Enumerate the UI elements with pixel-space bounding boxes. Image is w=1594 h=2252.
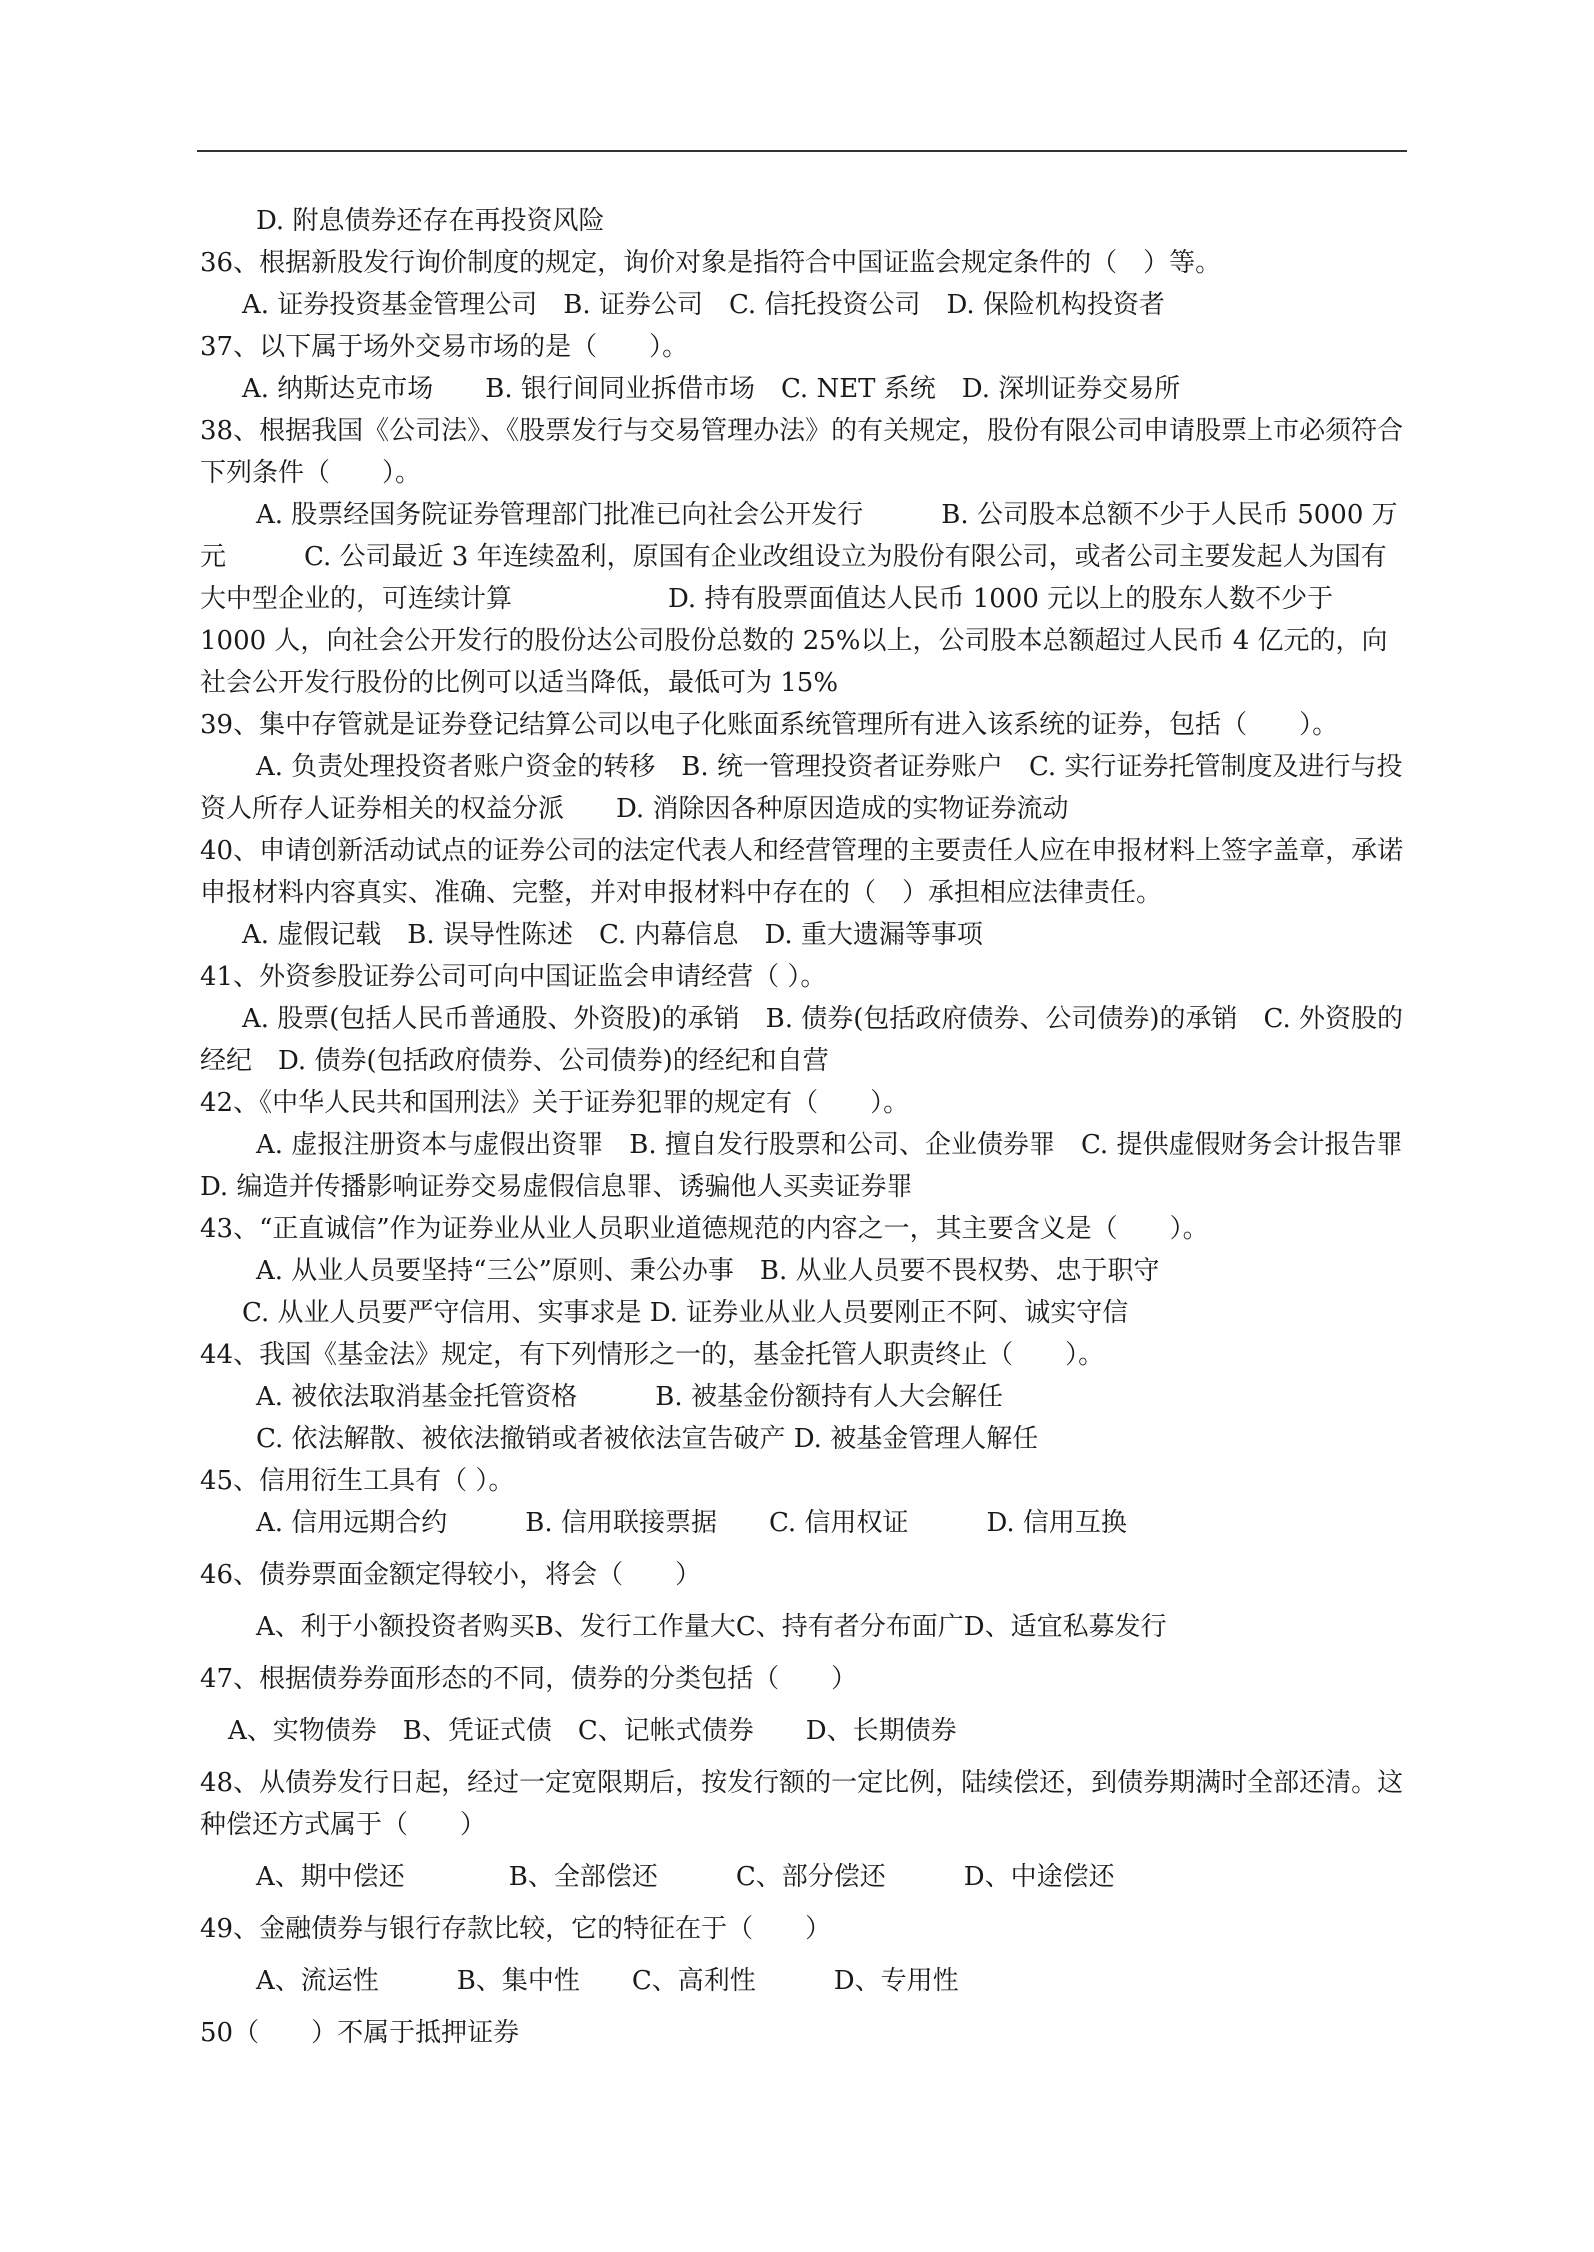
q44-options-line2: C. 依法解散、被依法撤销或者被依法宣告破产 D. 被基金管理人解任 xyxy=(256,1424,1039,1454)
q43-stem: 43、“正直诚信”作为证券业从业人员职业道德规范的内容之一，其主要含义是（ ）。 xyxy=(200,1214,1209,1244)
document-body xyxy=(200,200,1429,2054)
q39-stem: 39、集中存管就是证券登记结算公司以电子化账面系统管理所有进入该系统的证券，包括（ ）。 xyxy=(200,710,1339,740)
q42-stem: 42、《中华人民共和国刑法》关于证券犯罪的规定有（ ）。 xyxy=(200,1088,910,1118)
q37-stem: 37、以下属于场外交易市场的是（ ）。 xyxy=(200,332,689,362)
q44-stem: 44、我国《基金法》规定，有下列情形之一的，基金托管人职责终止（ ）。 xyxy=(200,1340,1105,1370)
q42-options: A. 虚报注册资本与虚假出资罪 B. 擅自发行股票和公司、企业债券罪 C. 提供虚假财务会计报告罪 D. 编造并传播影响证券交易虚假信息罪、诱骗他人买卖证券罪 xyxy=(200,1130,1429,1202)
q46-options: A、利于小额投资者购买B、发行工作量大C、持有者分布面广D、适宜私募发行 xyxy=(256,1612,1167,1642)
q47-stem: 47、根据债券券面形态的不同，债券的分类包括（ ） xyxy=(200,1664,858,1694)
q48-stem: 48、从债券发行日起，经过一定宽限期后，按发行额的一定比例，陆续偿还，到债券期满时全部还清。这种偿还方式属于（ ） xyxy=(200,1768,1404,1840)
q44-options-line1: A. 被依法取消基金托管资格 B. 被基金份额持有人大会解任 xyxy=(256,1382,1003,1412)
q49-stem: 49、金融债券与银行存款比较，它的特征在于（ ） xyxy=(200,1914,832,1944)
q41-options: A. 股票(包括人民币普通股、外资股)的承销 B. 债券(包括政府债券、公司债券)的承销 C. 外资股的经纪 D. 债券(包括政府债券、公司债券)的经纪和自营 xyxy=(200,1004,1404,1076)
q43-options-line1: A. 从业人员要坚持“三公”原则、秉公办事 B. 从业人员要不畏权势、忠于职守 xyxy=(256,1256,1160,1286)
header-rule xyxy=(197,150,1407,152)
q48-options: A、期中偿还 B、全部偿还 C、部分偿还 D、中途偿还 xyxy=(256,1862,1115,1892)
q40-stem: 40、申请创新活动试点的证券公司的法定代表人和经营管理的主要责任人应在申报材料上签字盖章，承诺申报材料内容真实、准确、完整，并对申报材料中存在的（ ）承担相应法律责任。 xyxy=(200,836,1404,908)
q45-options: A. 信用远期合约 B. 信用联接票据 C. 信用权证 D. 信用互换 xyxy=(256,1508,1127,1538)
q36-options: A. 证券投资基金管理公司 B. 证券公司 C. 信托投资公司 D. 保险机构投资者 xyxy=(242,290,1165,320)
q37-options: A. 纳斯达克市场 B. 银行间同业拆借市场 C. NET 系统 D. 深圳证券交易所 xyxy=(242,374,1181,404)
q50-stem: 50（ ）不属于抵押证券 xyxy=(200,2018,520,2048)
q38-stem: 38、根据我国《公司法》、《股票发行与交易管理办法》的有关规定，股份有限公司申请股票上市必须符合下列条件（ ）。 xyxy=(200,416,1404,488)
q47-options: A、实物债券 B、凭证式债 C、记帐式债券 D、长期债券 xyxy=(228,1716,957,1746)
q39-options: A. 负责处理投资者账户资金的转移 B. 统一管理投资者证券账户 C. 实行证券托管制度及进行与投资人所存人证券相关的权益分派 D. 消除因各种原因造成的实物证券流动 xyxy=(200,752,1403,824)
q38-options: A. 股票经国务院证券管理部门批准已向社会公开发行 B. 公司股本总额不少于人民币 5000 万元 C. 公司最近 3 年连续盈利，原国有企业改组设立为股份有限公司，或者公司主要发起人为国有大中型企业的，可连续计算 D. 持有股票面值达人民币 1000 元以上的股东人数不少于 1000 人，向社会公开发行的股份达公司股份总数的 25%以上，公司股本总额超过人民币 4 亿元的，向社会公开发行股份的比例可以适当降低，最低可为 15% xyxy=(200,500,1398,698)
q41-stem: 41、外资参股证券公司可向中国证监会申请经营（ ）。 xyxy=(200,962,827,992)
q43-options-line2: C. 从业人员要严守信用、实事求是 D. 证券业从业人员要刚正不阿、诚实守信 xyxy=(242,1298,1129,1328)
q40-options: A. 虚假记载 B. 误导性陈述 C. 内幕信息 D. 重大遗漏等事项 xyxy=(242,920,983,950)
q35-option-d: D. 附息债券还存在再投资风险 xyxy=(256,206,605,236)
q36-stem: 36、根据新股发行询价制度的规定，询价对象是指符合中国证监会规定条件的（ ）等。 xyxy=(200,248,1222,278)
q45-stem: 45、信用衍生工具有（ ）。 xyxy=(200,1466,515,1496)
q46-stem: 46、债券票面金额定得较小，将会（ ） xyxy=(200,1560,702,1590)
q49-options: A、流运性 B、集中性 C、高利性 D、专用性 xyxy=(256,1966,959,1996)
